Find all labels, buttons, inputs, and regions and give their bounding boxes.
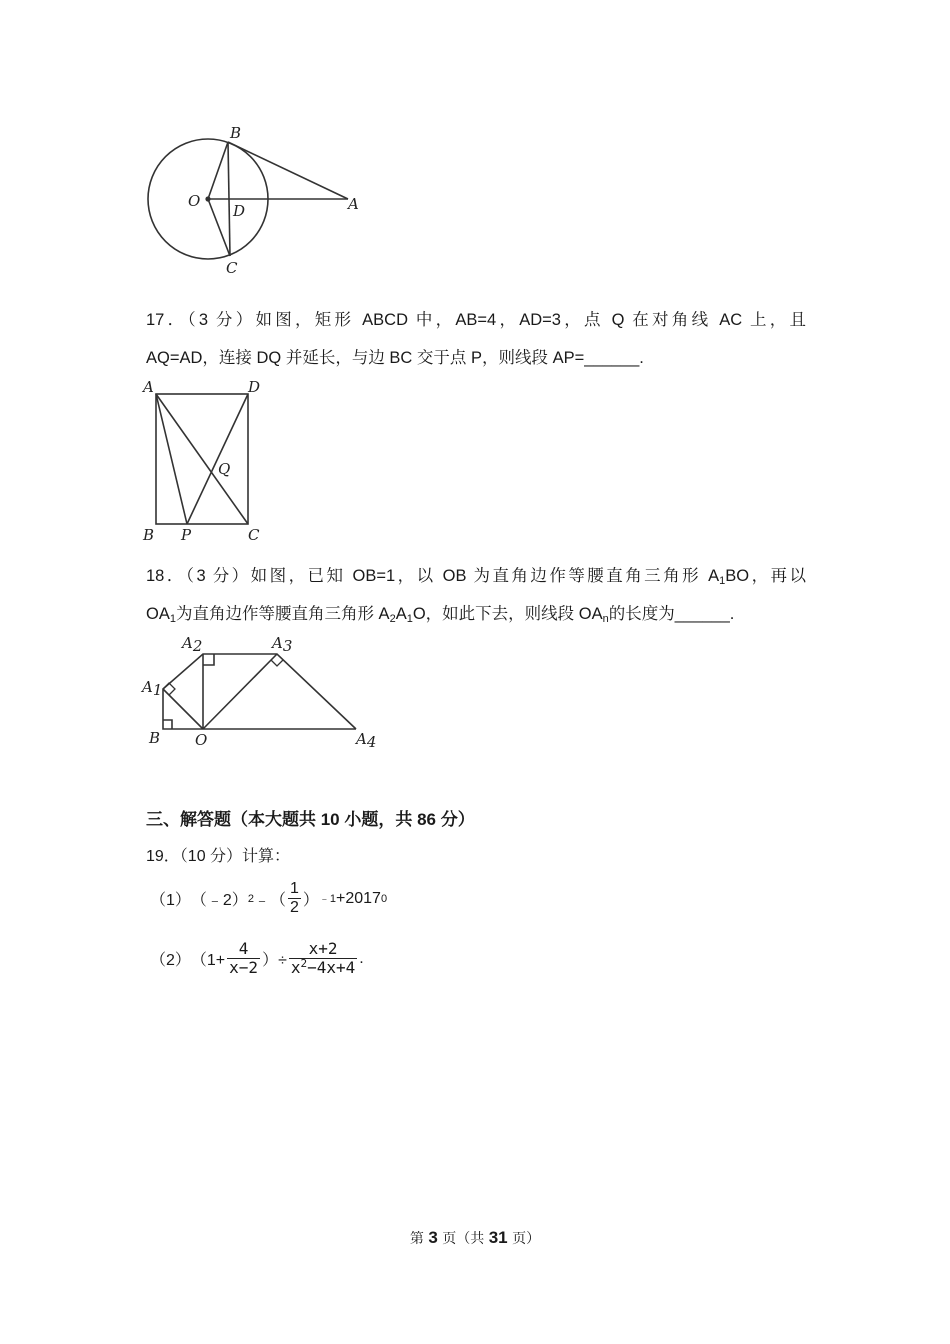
fraction-4-over-x-2: $\frac{4}{x-2}$ <box>229 939 259 977</box>
question-18-line1: 18．（3 分）如图，已知 OB=1，以 OB 为直角边作等腰直角三角形 $A_1BO$，再以 <box>146 567 806 587</box>
label-b: B <box>143 526 155 544</box>
question-18-line2: $OA_1$为直角边作等腰直角三角形 $A_2A_1O$，如此下去，则线段 $OA_n$的长度为______. <box>146 605 735 625</box>
right-angle-b <box>163 720 172 729</box>
label-a3: A3 <box>272 634 293 655</box>
label-o: O <box>195 731 208 749</box>
label-o: O <box>188 192 201 210</box>
label-b: B <box>149 729 161 747</box>
question-17 <box>146 301 806 377</box>
question-17-line2: AQ=AD，连接 DQ 并延长，与边 BC 交于点 P，则线段 AP=______. <box>146 349 644 367</box>
question-19-item-1: （1） （﹣2） 2 ﹣（ $\frac{1}{2}$ ） ﹣1 +2017 0 <box>150 880 388 916</box>
question-18 <box>146 557 806 633</box>
line-dp <box>187 394 248 524</box>
right-angle-a2 <box>203 654 214 665</box>
label-b: B <box>230 124 242 142</box>
fraction-half: $\frac{1}{2}$ <box>289 880 299 916</box>
line-oc <box>208 199 230 256</box>
label-a4: A4 <box>356 730 377 751</box>
label-p: P <box>181 526 192 544</box>
line-ob <box>208 142 228 199</box>
figure-right-triangles <box>140 632 380 750</box>
page-number: 3 <box>428 1228 438 1247</box>
line-ap <box>156 394 187 524</box>
line-ba <box>228 142 348 199</box>
page-footer: 第 3 页（共 31 页） <box>409 1228 541 1247</box>
right-angle-a3 <box>271 660 283 666</box>
center-dot <box>206 197 210 201</box>
label-q: Q <box>218 460 231 478</box>
label-d: D <box>248 378 261 396</box>
question-19-item-2: （2） （1+ $\frac{4}{x-2}$ ）÷ $\frac{x+2}{x^2-4x+4}$ . <box>150 939 364 977</box>
label-a: A <box>348 195 359 213</box>
label-d: D <box>233 202 246 220</box>
diagonal-ac <box>156 394 248 524</box>
fraction-x2-over-quadratic: $\frac{x+2}{x^2-4x+4}$ <box>290 939 356 977</box>
label-a: A <box>143 378 154 396</box>
total-pages: 31 <box>488 1228 508 1247</box>
question-17-line1: 17．（3 分）如图，矩形 ABCD 中，AB=4，AD=3，点 Q 在对角线 AC 上，且 <box>146 311 806 329</box>
figure-circle-tangent <box>140 120 370 280</box>
label-c: C <box>226 259 238 277</box>
figure-rectangle-abcd <box>140 378 270 544</box>
label-a1: A1 <box>142 678 163 699</box>
label-a2: A2 <box>182 634 203 655</box>
label-c: C <box>248 526 260 544</box>
section-title: 三、解答题（本大题共 10 小题，共 86 分） <box>146 810 475 829</box>
question-19-header: 19．（10 分）计算： <box>146 848 291 865</box>
